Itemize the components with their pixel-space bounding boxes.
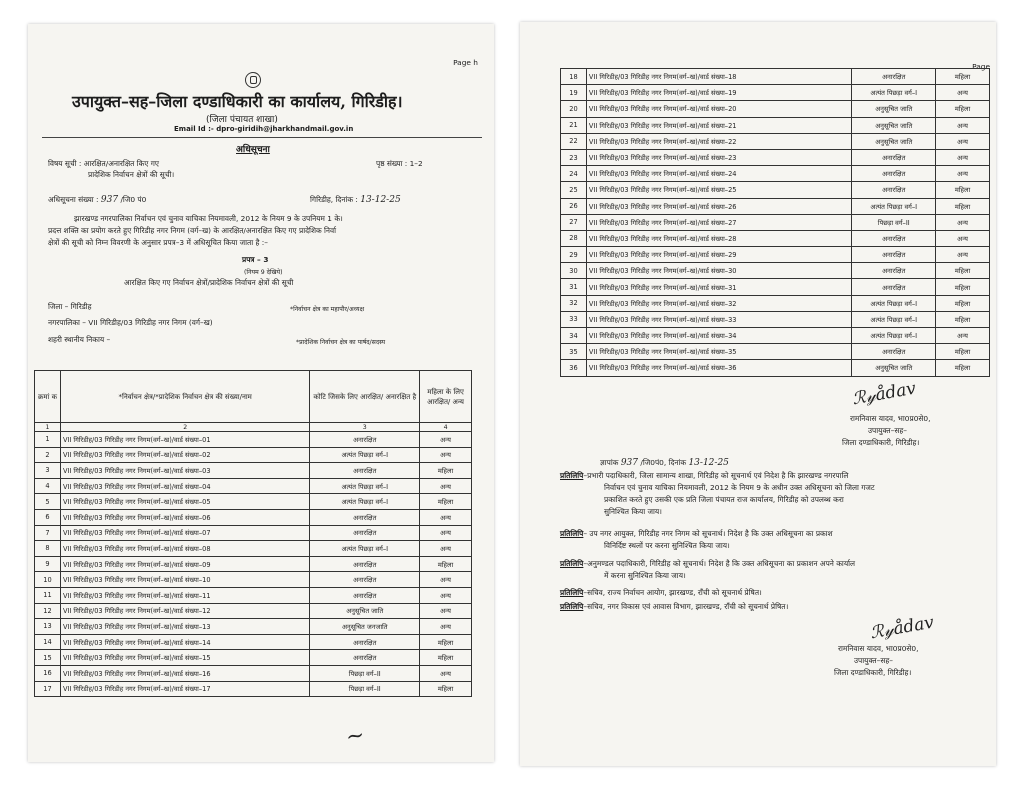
row-women-status: महिला bbox=[420, 556, 472, 572]
reservation-table-1 bbox=[34, 370, 472, 697]
notice-number-suffix: /जि0 पं0 bbox=[120, 195, 147, 204]
row-women-status: अन्य bbox=[936, 85, 990, 101]
row-ward-name: VII गिरिडीह/03 गिरिडीह नगर निगम(वर्ग–ख)/वार्ड संख्या–29 bbox=[586, 247, 851, 263]
note-councillor: *प्रादेशिक निर्वाचन क्षेत्र का पार्षद/सदस्य bbox=[296, 339, 386, 346]
row-women-status: महिला bbox=[936, 279, 990, 295]
row-serial: 19 bbox=[561, 85, 587, 101]
col-index: 4 bbox=[420, 423, 472, 432]
notification-page-2 bbox=[520, 22, 996, 766]
table-row bbox=[35, 541, 472, 557]
row-category: पिछड़ा वर्ग–II bbox=[852, 214, 936, 230]
row-ward-name: VII गिरिडीह/03 गिरिडीह नगर निगम(वर्ग–ख)/वार्ड संख्या–06 bbox=[60, 509, 309, 525]
row-category: अत्यंत पिछड़ा वर्ग–I bbox=[852, 198, 936, 214]
row-ward-name: VII गिरिडीह/03 गिरिडीह नगर निगम(वर्ग–ख)/वार्ड संख्या–36 bbox=[586, 360, 851, 376]
row-ward-name: VII गिरिडीह/03 गिरिडीह नगर निगम(वर्ग–ख)/वार्ड संख्या–01 bbox=[60, 432, 309, 448]
para-line-2: प्रदत्त शक्ति का प्रयोग करते हुए गिरिडीह नगर निगम (वर्ग–ख) के आरक्षित/अनारक्षित किए गए प्रादेशिक निर्वा bbox=[48, 226, 337, 235]
copy-label: प्रतिलिपि bbox=[560, 602, 584, 611]
table-row bbox=[561, 214, 990, 230]
signatory-role-1: उपायुक्त–सह– bbox=[868, 426, 907, 435]
table-row bbox=[35, 478, 472, 494]
row-women-status: अन्य bbox=[936, 133, 990, 149]
page-label: Page bbox=[972, 62, 990, 71]
row-ward-name: VII गिरिडीह/03 गिरिडीह नगर निगम(वर्ग–ख)/वार्ड संख्या–13 bbox=[60, 619, 309, 635]
row-serial: 34 bbox=[561, 328, 587, 344]
row-category: अनुसूचित जाति bbox=[852, 117, 936, 133]
col-header-category: कोटि जिसके लिए आरक्षित/ अनारक्षित है bbox=[310, 371, 420, 423]
row-serial: 21 bbox=[561, 117, 587, 133]
copy-2-line: – उप नगर आयुक्त, गिरिडीह नगर निगम को सूचनार्थ। निदेश है कि उक्त अधिसूचना का प्रकाश bbox=[583, 529, 833, 538]
row-women-status: अन्य bbox=[420, 432, 472, 448]
col-header-serial: क्रमां क bbox=[35, 371, 61, 423]
table-row bbox=[561, 230, 990, 246]
row-category: अनुसूचित जाति bbox=[852, 133, 936, 149]
table-row bbox=[35, 603, 472, 619]
table-row bbox=[35, 556, 472, 572]
row-women-status: अन्य bbox=[420, 541, 472, 557]
copy-1-line: सुनिश्चित किया जाय। bbox=[604, 507, 662, 516]
table-row bbox=[561, 344, 990, 360]
row-ward-name: VII गिरिडीह/03 गिरिडीह नगर निगम(वर्ग–ख)/वार्ड संख्या–11 bbox=[60, 587, 309, 603]
row-ward-name: VII गिरिडीह/03 गिरिडीह नगर निगम(वर्ग–ख)/वार्ड संख्या–34 bbox=[586, 328, 851, 344]
row-serial: 31 bbox=[561, 279, 587, 295]
row-serial: 15 bbox=[35, 650, 61, 666]
local-body-line: शहरी स्थानीय निकाय – bbox=[48, 335, 111, 344]
row-category: अनारक्षित bbox=[852, 344, 936, 360]
row-category: अनुसूचित जाति bbox=[310, 603, 420, 619]
row-serial: 14 bbox=[35, 634, 61, 650]
row-serial: 32 bbox=[561, 295, 587, 311]
row-serial: 6 bbox=[35, 509, 61, 525]
row-ward-name: VII गिरिडीह/03 गिरिडीह नगर निगम(वर्ग–ख)/वार्ड संख्या–33 bbox=[586, 311, 851, 327]
row-category: अत्यंत पिछड़ा वर्ग–I bbox=[310, 478, 420, 494]
row-serial: 18 bbox=[561, 69, 587, 85]
table-row bbox=[561, 295, 990, 311]
form-caption: आरक्षित किए गए निर्वाचन क्षेत्रों/प्रादेशिक निर्वाचन क्षेत्रों की सूची bbox=[124, 278, 294, 287]
row-women-status: अन्य bbox=[936, 117, 990, 133]
row-ward-name: VII गिरिडीह/03 गिरिडीह नगर निगम(वर्ग–ख)/वार्ड संख्या–21 bbox=[586, 117, 851, 133]
notice-number-label: अधिसूचना संख्या : bbox=[48, 195, 99, 204]
row-serial: 11 bbox=[35, 587, 61, 603]
row-women-status: महिला bbox=[936, 311, 990, 327]
row-category: अनारक्षित bbox=[310, 432, 420, 448]
row-serial: 20 bbox=[561, 101, 587, 117]
note-mayor: *निर्वाचन क्षेत्र का महापौर/अध्यक्ष bbox=[290, 306, 365, 313]
row-ward-name: VII गिरिडीह/03 गिरिडीह नगर निगम(वर्ग–ख)/वार्ड संख्या–02 bbox=[60, 447, 309, 463]
table-row bbox=[561, 182, 990, 198]
row-ward-name: VII गिरिडीह/03 गिरिडीह नगर निगम(वर्ग–ख)/वार्ड संख्या–20 bbox=[586, 101, 851, 117]
row-women-status: महिला bbox=[936, 263, 990, 279]
notification-page-1 bbox=[28, 24, 494, 762]
table-row bbox=[35, 681, 472, 697]
row-women-status: महिला bbox=[936, 198, 990, 214]
copy-3 bbox=[560, 558, 855, 582]
row-category: पिछड़ा वर्ग–II bbox=[310, 681, 420, 697]
row-category: अत्यंत पिछड़ा वर्ग–I bbox=[852, 328, 936, 344]
table-row bbox=[561, 133, 990, 149]
row-ward-name: VII गिरिडीह/03 गिरिडीह नगर निगम(वर्ग–ख)/वार्ड संख्या–24 bbox=[586, 166, 851, 182]
row-ward-name: VII गिरिडीह/03 गिरिडीह नगर निगम(वर्ग–ख)/वार्ड संख्या–27 bbox=[586, 214, 851, 230]
row-category: अनुसूचित जाति bbox=[852, 101, 936, 117]
table-row bbox=[35, 619, 472, 635]
row-ward-name: VII गिरिडीह/03 गिरिडीह नगर निगम(वर्ग–ख)/वार्ड संख्या–09 bbox=[60, 556, 309, 572]
col-header-ward: *निर्वाचन क्षेत्र/*प्रादेशिक निर्वाचन क्षेत्र की संख्या/नाम bbox=[60, 371, 309, 423]
row-ward-name: VII गिरिडीह/03 गिरिडीह नगर निगम(वर्ग–ख)/वार्ड संख्या–08 bbox=[60, 541, 309, 557]
copy-2 bbox=[560, 528, 833, 552]
row-category: अत्यंत पिछड़ा वर्ग–I bbox=[310, 447, 420, 463]
row-category: अनारक्षित bbox=[852, 230, 936, 246]
row-women-status: अन्य bbox=[420, 525, 472, 541]
row-women-status: महिला bbox=[420, 463, 472, 479]
row-women-status: अन्य bbox=[936, 247, 990, 263]
row-serial: 16 bbox=[35, 665, 61, 681]
table-row bbox=[561, 85, 990, 101]
row-serial: 36 bbox=[561, 360, 587, 376]
col-index: 2 bbox=[60, 423, 309, 432]
copy-3-line: –अनुमण्डल पदाधिकारी, गिरिडीह को सूचनार्थ। निदेश है कि उक्त अधिसूचना का प्रकाशन अपने कार्याल bbox=[583, 559, 856, 568]
table-row bbox=[35, 509, 472, 525]
copy-1-line: निर्वाचन एवं चुनाव याचिका नियमावली, 2012 के नियम 9 के अधीन उक्त अधिसूचना को जिला गजट bbox=[604, 483, 875, 492]
row-serial: 28 bbox=[561, 230, 587, 246]
row-women-status: महिला bbox=[936, 182, 990, 198]
row-serial: 12 bbox=[35, 603, 61, 619]
page-count: पृष्ठ संख्या : 1–2 bbox=[376, 159, 423, 168]
signatory-office-1: जिला दण्डाधिकारी, गिरिडीह। bbox=[842, 438, 920, 447]
table-row bbox=[561, 166, 990, 182]
row-category: अत्यंत पिछड़ा वर्ग–I bbox=[852, 85, 936, 101]
memo-date: 13-12-25 bbox=[688, 458, 729, 468]
row-ward-name: VII गिरिडीह/03 गिरिडीह नगर निगम(वर्ग–ख)/वार्ड संख्या–17 bbox=[60, 681, 309, 697]
copy-1-line: –प्रभारी पदाधिकारी, जिला सामान्य शाखा, गिरिडीह को सूचनार्थ एवं निदेश है कि झारखण्ड नगरपालि bbox=[583, 471, 849, 480]
row-women-status: महिला bbox=[936, 69, 990, 85]
row-serial: 35 bbox=[561, 344, 587, 360]
header-rule bbox=[42, 137, 482, 138]
row-category: अनारक्षित bbox=[852, 263, 936, 279]
row-women-status: महिला bbox=[936, 360, 990, 376]
branch-name: (जिला पंचायत शाखा) bbox=[206, 115, 278, 125]
copy-1-line: प्रकाशित करते हुए उसकी एक प्रति जिला पंचायत राज कार्यालय, गिरिडीह को उपलब्ध करा bbox=[604, 495, 844, 504]
memo-line bbox=[600, 458, 729, 468]
row-category: अनारक्षित bbox=[852, 182, 936, 198]
copy-1 bbox=[560, 470, 875, 518]
subject-line-2: प्रादेशिक निर्वाचन क्षेत्रों की सूची। bbox=[88, 170, 175, 179]
col-index: 1 bbox=[35, 423, 61, 432]
notice-number-value: 937 bbox=[100, 195, 119, 205]
office-email: Email Id :- dpro-giridih@jharkhandmail.gov.in bbox=[174, 125, 354, 133]
row-category: अनारक्षित bbox=[852, 279, 936, 295]
row-ward-name: VII गिरिडीह/03 गिरिडीह नगर निगम(वर्ग–ख)/वार्ड संख्या–15 bbox=[60, 650, 309, 666]
copy-2-line: विनिर्दिष्ट स्थलों पर करना सुनिश्चित किया जाय। bbox=[604, 541, 730, 550]
row-ward-name: VII गिरिडीह/03 गिरिडीह नगर निगम(वर्ग–ख)/वार्ड संख्या–31 bbox=[586, 279, 851, 295]
row-ward-name: VII गिरिडीह/03 गिरिडीह नगर निगम(वर्ग–ख)/वार्ड संख्या–14 bbox=[60, 634, 309, 650]
table-row bbox=[35, 587, 472, 603]
row-ward-name: VII गिरिडीह/03 गिरिडीह नगर निगम(वर्ग–ख)/वार्ड संख्या–35 bbox=[586, 344, 851, 360]
row-women-status: अन्य bbox=[420, 619, 472, 635]
row-serial: 8 bbox=[35, 541, 61, 557]
signature-2: ℛ𝓎ådav bbox=[868, 612, 936, 644]
table-row bbox=[35, 432, 472, 448]
row-ward-name: VII गिरिडीह/03 गिरिडीह नगर निगम(वर्ग–ख)/वार्ड संख्या–25 bbox=[586, 182, 851, 198]
row-women-status: महिला bbox=[420, 681, 472, 697]
signature-1: ℛ𝓎ådav bbox=[850, 378, 918, 410]
notice-date bbox=[310, 195, 401, 205]
copy-label: प्रतिलिपि bbox=[560, 529, 584, 538]
row-ward-name: VII गिरिडीह/03 गिरिडीह नगर निगम(वर्ग–ख)/वार्ड संख्या–04 bbox=[60, 478, 309, 494]
office-title: उपायुक्त–सह–जिला दण्डाधिकारी का कार्यालय, गिरिडीह। bbox=[72, 92, 403, 111]
row-serial: 27 bbox=[561, 214, 587, 230]
row-ward-name: VII गिरिडीह/03 गिरिडीह नगर निगम(वर्ग–ख)/वार्ड संख्या–12 bbox=[60, 603, 309, 619]
row-serial: 5 bbox=[35, 494, 61, 510]
table-row bbox=[35, 572, 472, 588]
row-serial: 9 bbox=[35, 556, 61, 572]
table-row bbox=[561, 247, 990, 263]
col-header-women: महिला के लिए आरक्षित/ अन्य bbox=[420, 371, 472, 423]
row-serial: 3 bbox=[35, 463, 61, 479]
row-women-status: अन्य bbox=[420, 587, 472, 603]
row-ward-name: VII गिरिडीह/03 गिरिडीह नगर निगम(वर्ग–ख)/वार्ड संख्या–16 bbox=[60, 665, 309, 681]
row-women-status: महिला bbox=[936, 344, 990, 360]
notice-date-label: गिरिडीह, दिनांक : bbox=[310, 195, 358, 204]
copy-label: प्रतिलिपि bbox=[560, 588, 584, 597]
row-ward-name: VII गिरिडीह/03 गिरिडीह नगर निगम(वर्ग–ख)/वार्ड संख्या–03 bbox=[60, 463, 309, 479]
row-serial: 33 bbox=[561, 311, 587, 327]
row-serial: 22 bbox=[561, 133, 587, 149]
row-women-status: अन्य bbox=[420, 603, 472, 619]
signatory-name-2: रामनिवास यादव, भा0प्र0से0, bbox=[838, 644, 919, 653]
row-ward-name: VII गिरिडीह/03 गिरिडीह नगर निगम(वर्ग–ख)/वार्ड संख्या–30 bbox=[586, 263, 851, 279]
row-women-status: महिला bbox=[420, 494, 472, 510]
row-serial: 24 bbox=[561, 166, 587, 182]
row-serial: 13 bbox=[35, 619, 61, 635]
memo-suffix: /जि0पं0, दिनांक bbox=[640, 458, 687, 467]
row-women-status: अन्य bbox=[420, 509, 472, 525]
notice-date-value: 13-12-25 bbox=[360, 195, 401, 205]
page-label: Page h bbox=[453, 58, 478, 67]
table-row bbox=[35, 494, 472, 510]
table-row bbox=[561, 117, 990, 133]
copy-3-line: में करना सुनिश्चित किया जाय। bbox=[604, 571, 686, 580]
row-category: अनारक्षित bbox=[310, 463, 420, 479]
row-women-status: महिला bbox=[420, 634, 472, 650]
row-ward-name: VII गिरिडीह/03 गिरिडीह नगर निगम(वर्ग–ख)/वार्ड संख्या–22 bbox=[586, 133, 851, 149]
row-women-status: अन्य bbox=[420, 478, 472, 494]
reservation-table-2 bbox=[560, 68, 990, 377]
row-category: अनुसूचित जनजाति bbox=[310, 619, 420, 635]
para-line-3: क्षेत्रों की सूची को निम्न विवरणी के अनुसार प्रपत्र–3 में अधिसूचित किया जाता है :– bbox=[48, 238, 268, 247]
copy-4-text: –सचिव, राज्य निर्वाचन आयोग, झारखण्ड, राँची को सूचनार्थ प्रेषित। bbox=[583, 588, 762, 597]
table-row bbox=[35, 650, 472, 666]
para-line-1: झारखण्ड नगरपालिका निर्वाचन एवं चुनाव याचिका नियमावली, 2012 के नियम 9 के उपनियम 1 के। bbox=[74, 214, 343, 223]
row-women-status: अन्य bbox=[420, 447, 472, 463]
form-rule: (नियम 9 देखिये) bbox=[244, 269, 283, 276]
row-serial: 2 bbox=[35, 447, 61, 463]
row-serial: 29 bbox=[561, 247, 587, 263]
row-women-status: महिला bbox=[420, 650, 472, 666]
signatory-name-1: रामनिवास यादव, भा0प्र0से0, bbox=[850, 414, 931, 423]
row-women-status: अन्य bbox=[420, 572, 472, 588]
form-title: प्रपत्र – 3 bbox=[242, 255, 269, 264]
row-serial: 25 bbox=[561, 182, 587, 198]
row-serial: 17 bbox=[35, 681, 61, 697]
notice-heading: अधिसूचना bbox=[236, 145, 270, 155]
memo-number: 937 bbox=[620, 458, 638, 468]
memo-label: ज्ञापांक bbox=[600, 458, 619, 467]
row-serial: 10 bbox=[35, 572, 61, 588]
copy-label: प्रतिलिपि bbox=[560, 471, 584, 480]
copy-4 bbox=[560, 588, 762, 598]
row-women-status: अन्य bbox=[420, 665, 472, 681]
table-row bbox=[561, 311, 990, 327]
row-category: अनारक्षित bbox=[310, 587, 420, 603]
col-index: 3 bbox=[310, 423, 420, 432]
table-row bbox=[561, 69, 990, 85]
municipality-line: नगरपालिका – VII गिरिडीह/03 गिरिडीह नगर निगम (वर्ग–ख) bbox=[48, 318, 213, 327]
row-women-status: अन्य bbox=[936, 149, 990, 165]
row-category: अनारक्षित bbox=[852, 166, 936, 182]
table-row bbox=[561, 149, 990, 165]
district-line: जिला – गिरिडीह bbox=[48, 302, 92, 311]
row-category: अनारक्षित bbox=[310, 509, 420, 525]
state-emblem-icon bbox=[245, 72, 261, 88]
table-row bbox=[35, 447, 472, 463]
row-serial: 1 bbox=[35, 432, 61, 448]
table-row bbox=[561, 328, 990, 344]
notice-number bbox=[48, 195, 146, 205]
initials-mark: ~ bbox=[343, 722, 367, 751]
table-row bbox=[561, 198, 990, 214]
row-ward-name: VII गिरिडीह/03 गिरिडीह नगर निगम(वर्ग–ख)/वार्ड संख्या–32 bbox=[586, 295, 851, 311]
row-ward-name: VII गिरिडीह/03 गिरिडीह नगर निगम(वर्ग–ख)/वार्ड संख्या–19 bbox=[586, 85, 851, 101]
row-category: अनारक्षित bbox=[852, 247, 936, 263]
row-category: पिछड़ा वर्ग–II bbox=[310, 665, 420, 681]
row-serial: 23 bbox=[561, 149, 587, 165]
signatory-role-2: उपायुक्त–सह– bbox=[854, 656, 893, 665]
table-row bbox=[561, 360, 990, 376]
row-serial: 4 bbox=[35, 478, 61, 494]
row-ward-name: VII गिरिडीह/03 गिरिडीह नगर निगम(वर्ग–ख)/वार्ड संख्या–07 bbox=[60, 525, 309, 541]
table-row bbox=[35, 525, 472, 541]
table-row bbox=[35, 634, 472, 650]
row-women-status: महिला bbox=[936, 295, 990, 311]
copy-label: प्रतिलिपि bbox=[560, 559, 584, 568]
row-category: अनारक्षित bbox=[310, 525, 420, 541]
table-row bbox=[35, 665, 472, 681]
row-ward-name: VII गिरिडीह/03 गिरिडीह नगर निगम(वर्ग–ख)/वार्ड संख्या–18 bbox=[586, 69, 851, 85]
table-row bbox=[35, 463, 472, 479]
row-category: अत्यंत पिछड़ा वर्ग–I bbox=[852, 295, 936, 311]
row-category: अनुसूचित जाति bbox=[852, 360, 936, 376]
copy-5 bbox=[560, 602, 788, 612]
table-row bbox=[561, 263, 990, 279]
row-women-status: अन्य bbox=[936, 230, 990, 246]
table-row bbox=[561, 101, 990, 117]
row-category: अत्यंत पिछड़ा वर्ग–I bbox=[310, 494, 420, 510]
row-ward-name: VII गिरिडीह/03 गिरिडीह नगर निगम(वर्ग–ख)/वार्ड संख्या–05 bbox=[60, 494, 309, 510]
row-category: अत्यंत पिछड़ा वर्ग–I bbox=[852, 311, 936, 327]
row-ward-name: VII गिरिडीह/03 गिरिडीह नगर निगम(वर्ग–ख)/वार्ड संख्या–23 bbox=[586, 149, 851, 165]
row-ward-name: VII गिरिडीह/03 गिरिडीह नगर निगम(वर्ग–ख)/वार्ड संख्या–10 bbox=[60, 572, 309, 588]
table-row bbox=[561, 279, 990, 295]
row-category: अनारक्षित bbox=[310, 572, 420, 588]
row-category: अत्यंत पिछड़ा वर्ग–I bbox=[310, 541, 420, 557]
row-category: अनारक्षित bbox=[310, 650, 420, 666]
row-category: अनारक्षित bbox=[310, 634, 420, 650]
row-serial: 7 bbox=[35, 525, 61, 541]
row-category: अनारक्षित bbox=[310, 556, 420, 572]
row-women-status: अन्य bbox=[936, 214, 990, 230]
subject-line-1: विषय सूची : आरक्षित/अनारक्षित किए गए bbox=[48, 159, 159, 168]
row-ward-name: VII गिरिडीह/03 गिरिडीह नगर निगम(वर्ग–ख)/वार्ड संख्या–26 bbox=[586, 198, 851, 214]
row-women-status: अन्य bbox=[936, 328, 990, 344]
row-category: अनारक्षित bbox=[852, 149, 936, 165]
copy-5-text: –सचिव, नगर विकास एवं आवास विभाग, झारखण्ड, राँची को सूचनार्थ प्रेषित। bbox=[583, 602, 789, 611]
row-serial: 30 bbox=[561, 263, 587, 279]
row-women-status: महिला bbox=[936, 101, 990, 117]
row-women-status: अन्य bbox=[936, 166, 990, 182]
row-serial: 26 bbox=[561, 198, 587, 214]
row-ward-name: VII गिरिडीह/03 गिरिडीह नगर निगम(वर्ग–ख)/वार्ड संख्या–28 bbox=[586, 230, 851, 246]
signatory-office-2: जिला दण्डाधिकारी, गिरिडीह। bbox=[834, 668, 912, 677]
row-category: अनारक्षित bbox=[852, 69, 936, 85]
